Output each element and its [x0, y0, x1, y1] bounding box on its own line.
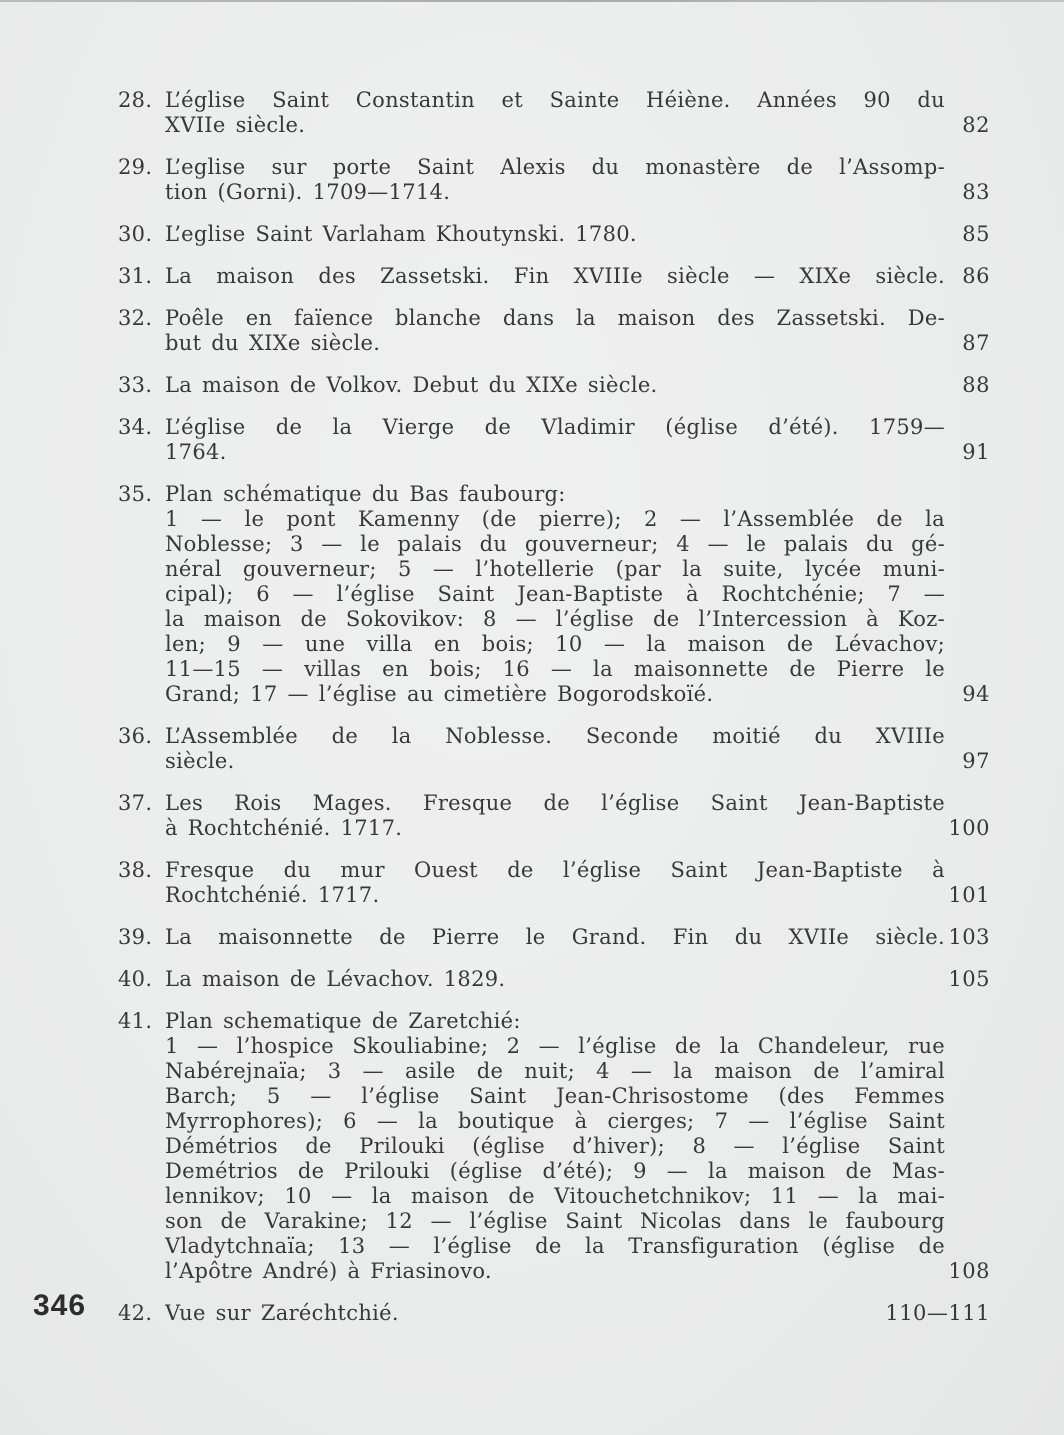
entry-number: 29.: [118, 155, 153, 179]
entry-line: Demétrios de Prilouki (église d’été); 9 — la maison de Mas-: [165, 1159, 945, 1183]
entry-page-number: 82: [962, 113, 990, 137]
entry-number: 42.: [118, 1301, 153, 1325]
entry-page-number: 101: [948, 883, 990, 907]
entry-line: La maison de Volkov. Debut du XIXe siècle.: [165, 373, 658, 397]
entry-number: 38.: [118, 858, 153, 882]
entry-line: L’eglise sur porte Saint Alexis du monastère de l’Assomp-: [165, 155, 945, 179]
entry-page-number: 85: [962, 222, 990, 246]
entry-line: 1 — l’hospice Skouliabine; 2 — l’église de la Chandeleur, rue: [165, 1034, 945, 1058]
entry-page-number: 105: [948, 967, 990, 991]
entry-line: L’église de la Vierge de Vladimir (église d’été). 1759—: [165, 415, 945, 439]
entry-page-number: 87: [962, 331, 990, 355]
entry-number: 31.: [118, 264, 153, 288]
entry-line: Poêle en faïence blanche dans la maison des Zassetski. De-: [165, 306, 945, 330]
toc-entry: [118, 88, 990, 138]
entry-line: à Rochtchénié. 1717.: [165, 816, 403, 840]
entry-number: 39.: [118, 925, 153, 949]
entry-number: 36.: [118, 724, 153, 748]
folio-page-number: 346: [33, 1289, 87, 1322]
entry-line: Barch; 5 — l’église Saint Jean-Chrisostome (des Femmes: [165, 1084, 945, 1108]
entry-number: 28.: [118, 88, 153, 112]
entry-line: siècle.: [165, 749, 235, 773]
entry-line: L’église Saint Constantin et Sainte Héiène. Années 90 du: [165, 88, 945, 112]
entry-page-number: 91: [962, 440, 990, 464]
entry-number: 32.: [118, 306, 153, 330]
toc-entry: [118, 415, 990, 465]
entry-line: L’Assemblée de la Noblesse. Seconde moitié du XVIIIe: [165, 724, 945, 748]
entry-line: 1764.: [165, 440, 227, 464]
toc-entry: [118, 1009, 990, 1284]
entry-line: Plan schématique du Bas faubourg:: [165, 482, 566, 506]
entry-line: La maison des Zassetski. Fin XVIIIe siècle — XIXe siècle.: [165, 264, 945, 288]
toc-entry: [118, 155, 990, 205]
entry-number: 35.: [118, 482, 153, 506]
entry-number: 33.: [118, 373, 153, 397]
entry-line: Nabérejnaïa; 3 — asile de nuit; 4 — la maison de l’amiral: [165, 1059, 945, 1083]
entry-number: 41.: [118, 1009, 153, 1033]
entry-line: XVIIe siècle.: [165, 113, 306, 137]
entry-line: Fresque du mur Ouest de l’église Saint Jean-Baptiste à: [165, 858, 945, 882]
toc-entry: [118, 373, 990, 398]
toc-entry: [118, 925, 990, 950]
entry-number: 37.: [118, 791, 153, 815]
entry-page-number: 110—111: [885, 1301, 990, 1325]
entry-line: Les Rois Mages. Fresque de l’église Saint Jean-Baptiste: [165, 791, 945, 815]
entry-line: Noblesse; 3 — le palais du gouverneur; 4 — le palais du gé-: [165, 532, 945, 556]
toc-entry: [118, 222, 990, 247]
toc-entry: [118, 791, 990, 841]
entry-line: Vue sur Zaréchtchié.: [165, 1301, 399, 1325]
entry-line: but du XIXe siècle.: [165, 331, 381, 355]
entry-line: Plan schematique de Zaretchié:: [165, 1009, 521, 1033]
entry-page-number: 108: [948, 1259, 990, 1283]
entry-line: La maisonnette de Pierre le Grand. Fin du XVIIe siècle.: [165, 925, 945, 949]
toc-entry: [118, 482, 990, 707]
entry-line: la maison de Sokovikov: 8 — l’église de l’Intercession à Koz-: [165, 607, 945, 631]
entry-line: 1 — le pont Kamenny (de pierre); 2 — l’Assemblée de la: [165, 507, 945, 531]
entry-page-number: 103: [948, 925, 990, 949]
entry-page-number: 100: [948, 816, 990, 840]
toc-entry: [118, 967, 990, 992]
entry-number: 34.: [118, 415, 153, 439]
entry-line: lennikov; 10 — la maison de Vitouchetchnikov; 11 — la mai-: [165, 1184, 945, 1208]
entry-line: cipal); 6 — l’église Saint Jean-Baptiste à Rochtchénie; 7 —: [165, 582, 945, 606]
entry-line: l’Apôtre André) à Friasinovo.: [165, 1259, 492, 1283]
toc-entry: [118, 306, 990, 356]
entry-number: 40.: [118, 967, 153, 991]
list-of-illustrations: [118, 88, 990, 1343]
entry-line: son de Varakine; 12 — l’église Saint Nicolas dans le faubourg: [165, 1209, 945, 1233]
entry-page-number: 86: [962, 264, 990, 288]
entry-number: 30.: [118, 222, 153, 246]
entry-line: Démétrios de Prilouki (église d’hiver); 8 — l’église Saint: [165, 1134, 945, 1158]
toc-entry: [118, 1301, 990, 1326]
entry-line: La maison de Lévachov. 1829.: [165, 967, 506, 991]
toc-entry: [118, 724, 990, 774]
scan-edge-shadow: [0, 0, 1064, 2]
toc-entry: [118, 858, 990, 908]
entry-page-number: 88: [962, 373, 990, 397]
entry-line: tion (Gorni). 1709—1714.: [165, 180, 451, 204]
entry-page-number: 97: [962, 749, 990, 773]
entry-page-number: 94: [962, 682, 990, 706]
entry-line: Vladytchnaïa; 13 — l’église de la Transfiguration (église de: [165, 1234, 945, 1258]
entry-page-number: 83: [962, 180, 990, 204]
toc-entry: [118, 264, 990, 289]
entry-line: Myrrophores); 6 — la boutique à cierges; 7 — l’église Saint: [165, 1109, 945, 1133]
entry-line: L’eglise Saint Varlaham Khoutynski. 1780.: [165, 222, 637, 246]
entry-line: len; 9 — une villa en bois; 10 — la maison de Lévachov;: [165, 632, 945, 656]
entry-line: 11—15 — villas en bois; 16 — la maisonnette de Pierre le: [165, 657, 945, 681]
entry-line: néral gouverneur; 5 — l’hotellerie (par la suite, lycée muni-: [165, 557, 945, 581]
entry-line: Grand; 17 — l’église au cimetière Bogorodskoïé.: [165, 682, 714, 706]
entry-line: Rochtchénié. 1717.: [165, 883, 380, 907]
